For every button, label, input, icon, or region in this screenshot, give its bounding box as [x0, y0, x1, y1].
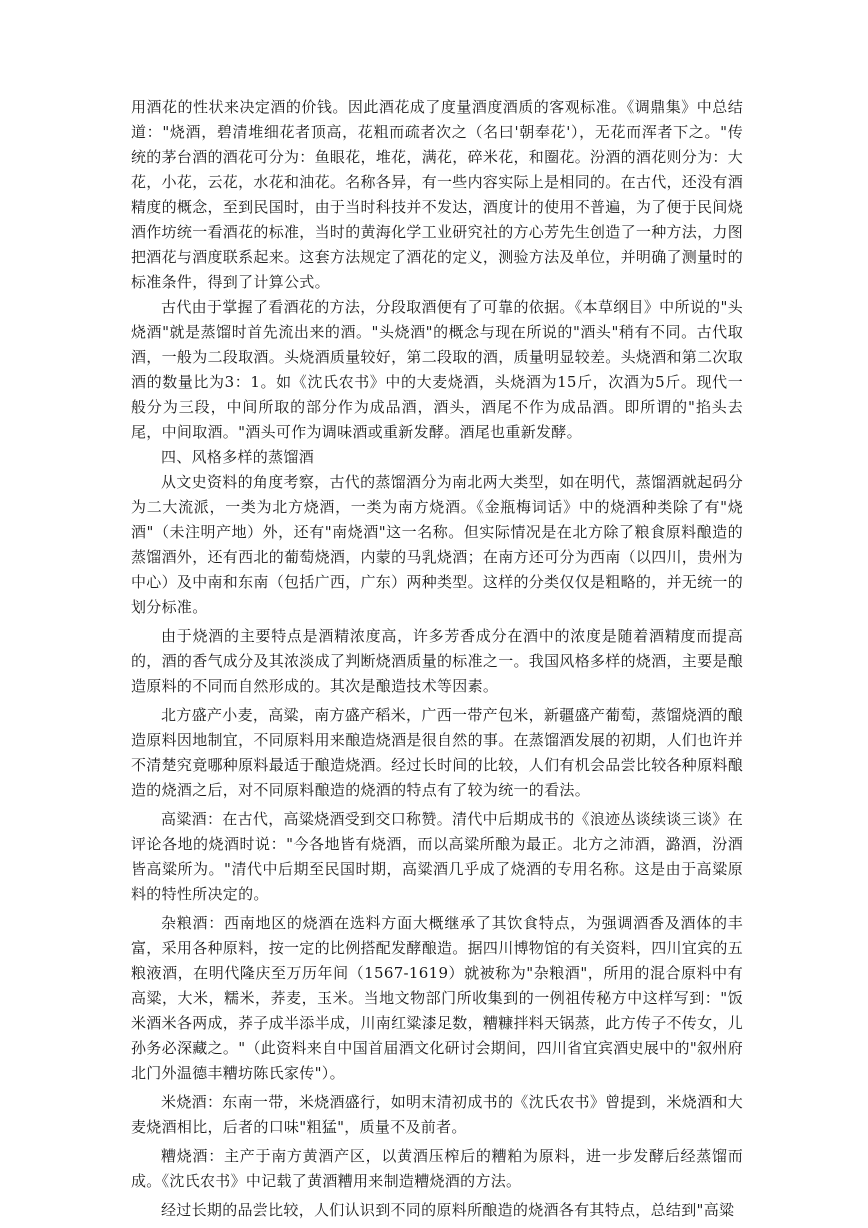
section-heading: 四、风格多样的蒸馏酒 — [161, 448, 315, 466]
paragraph-north-south-types: 从文史资料的角度考察，古代的蒸馏酒分为南北两大类型，如在明代，蒸馏酒就起码分为二大流派，一类为北方烧酒，一类为南方烧酒。《金瓶梅词话》中的烧酒种类除了有"烧酒"（未注明产地）外，还有"南烧酒"这一名称。但实际情况是在北方除了粮食原料酿造的蒸馏酒外，还有西北的葡萄烧酒，内蒙的马乳烧酒；在南方还可分为西南（以四川，贵州为中心）及中南和东南（包括广西，广东）两种类型。这样的分类仅仅是粗略的，并无统一的划分标准。 — [131, 473, 744, 616]
paragraph-raw-materials: 北方盛产小麦，高粱，南方盛产稻米，广西一带产包米，新疆盛产葡萄，蒸馏烧酒的酿造原料因地制宜，不同原料用来酿造烧酒是很自然的事。在蒸馏酒发展的初期，人们也许并不清楚究竟哪种原料最适于酿造烧酒。经过长时间的比较，人们有机会品尝比较各种原料酿造的烧酒之后，对不同原料酿造的烧酒的特点有了较为统一的看法。 — [131, 706, 744, 799]
body-text — [131, 95, 743, 1223]
paragraph-mixed-grain-liquor: 杂粮酒：西南地区的烧酒在选料方面大概继承了其饮食特点，为强调酒香及酒体的丰富，采用各种原料，按一定的比例搭配发酵酿造。据四川博物馆的有关资料，四川宜宾的五粮液酒，在明代隆庆至万历年间（1567-1619）就被称为"杂粮酒"，所用的混合原料中有高粱，大米，糯米，荞麦，玉米。当地文物部门所收集到的一例祖传秘方中这样写到："饭米酒米各两成，荞子成半添半成，川南红粱漆足数，糟糠拌料天锅蒸，此方传子不传女，儿孙务必深藏之。"（此资料来自中国首届酒文化研讨会期间，四川省宜宾酒史展中的"叙州府北门外温德丰糟坊陈氏家传"）。 — [131, 914, 744, 1082]
paragraph-alcohol-concentration: 由于烧酒的主要特点是酒精浓度高，许多芳香成分在酒中的浓度是随着酒精度而提高的，酒的香气成分及其浓淡成了判断烧酒质量的标准之一。我国风格多样的烧酒，主要是酿造原料的不同而自然形成的。其次是酿造技术等因素。 — [131, 627, 744, 695]
paragraph-segmented-distillation: 古代由于掌握了看酒花的方法，分段取酒便有了可靠的依据。《本草纲目》中所说的"头烧酒"就是蒸馏时首先流出来的酒。"头烧酒"的概念与现在所说的"酒头"稍有不同。古代取酒，一般为二段取酒。头烧酒质量较好，第二段取的酒，质量明显较差。头烧酒和第二次取酒的数量比为3：1。如《沈氏农书》中的大麦烧酒，头烧酒为15斤，次酒为5斤。现代一般分为三段，中间所取的部分作为成品酒，酒头，酒尾不作为成品酒。即所谓的"掐头去尾，中间取酒。"酒头可作为调味酒或重新发酵。酒尾也重新发酵。 — [131, 298, 744, 441]
paragraph-rice-liquor: 米烧酒：东南一带，米烧酒盛行，如明末清初成书的《沈氏农书》曾提到，米烧酒和大麦烧酒相比，后者的口味"粗猛"，质量不及前者。 — [131, 1093, 743, 1136]
paragraph-sorghum-liquor: 高粱酒：在古代，高粱烧酒受到交口称赞。清代中后期成书的《浪迹丛谈续谈三谈》在评论各地的烧酒时说："今各地皆有烧酒，而以高粱所酿为最正。北方之沛酒，潞酒，汾酒皆高粱所为。"清代中后期至民国时期，高粱酒几乎成了烧酒的专用名称。这是由于高粱原料的特性所决定的。 — [131, 810, 743, 903]
paragraph-lees-liquor: 糟烧酒：主产于南方黄酒产区，以黄酒压榨后的糟粕为原料，进一步发酵后经蒸馏而成。《沈氏农书》中记载了黄酒糟用来制造糟烧酒的方法。 — [131, 1147, 743, 1190]
paragraph-liquor-flower: 用酒花的性状来决定酒的价钱。因此酒花成了度量酒度酒质的客观标准。《调鼎集》中总结道："烧酒，碧清堆细花者顶高，花粗而疏者次之（名曰'朝奉花'），无花而浑者下之。"传统的茅台酒的酒花可分为：鱼眼花，堆花，满花，碎米花，和圈花。汾酒的酒花则分为：大花，小花，云花，水花和油花。名称各异，有一些内容实际上是相同的。在古代，还没有酒精度的概念，至到民国时，由于当时科技并不发达，酒度计的使用不普遍，为了便于民间烧酒作坊统一看酒花的标准，当时的黄海化学工业研究社的方心芳先生创造了一种方法，力图把酒花与酒度联系起来。这套方法规定了酒花的定义，测验方法及单位，并明确了测量时的标准条件，得到了计算公式。 — [131, 98, 744, 291]
paragraph-conclusion: 经过长期的品尝比较，人们认识到不同的原料所酿造的烧酒各有其特点，总结到"高粱 — [161, 1201, 735, 1219]
